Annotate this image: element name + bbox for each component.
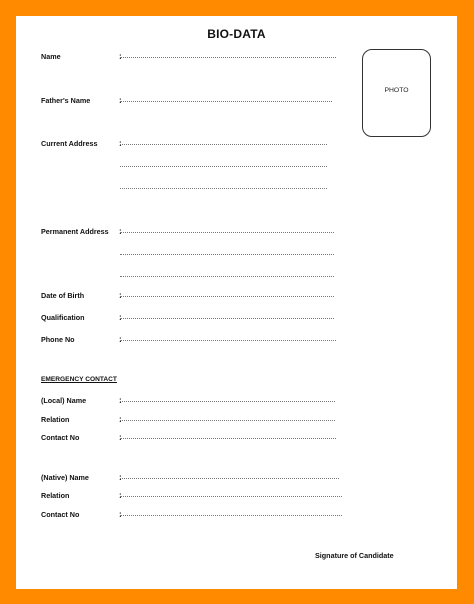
native-contact-label: Contact No bbox=[41, 510, 80, 519]
native-relation-label: Relation bbox=[41, 491, 70, 500]
qualification-label: Qualification bbox=[41, 313, 85, 322]
native-name-colon: : bbox=[119, 473, 122, 482]
local-name-field[interactable] bbox=[120, 401, 335, 402]
native-name-field[interactable] bbox=[120, 478, 339, 479]
local-relation-label: Relation bbox=[41, 415, 70, 424]
fathers-name-colon: : bbox=[119, 96, 122, 105]
name-label: Name bbox=[41, 52, 61, 61]
fathers-name-field[interactable] bbox=[120, 101, 332, 102]
name-colon: : bbox=[119, 52, 122, 61]
permanent-address-line-3[interactable] bbox=[120, 276, 334, 277]
phone-no-field[interactable] bbox=[120, 340, 336, 341]
phone-no-label: Phone No bbox=[41, 335, 75, 344]
signature-label: Signature of Candidate bbox=[315, 551, 394, 560]
current-address-line-1[interactable] bbox=[120, 144, 327, 145]
biodata-sheet bbox=[16, 16, 457, 589]
photo-label: PHOTO bbox=[384, 87, 409, 94]
current-address-line-3[interactable] bbox=[120, 188, 327, 189]
permanent-address-colon: : bbox=[119, 227, 122, 236]
permanent-address-label: Permanent Address bbox=[41, 227, 109, 236]
page-title: BIO-DATA bbox=[207, 27, 266, 41]
permanent-address-line-2[interactable] bbox=[120, 254, 334, 255]
qualification-field[interactable] bbox=[120, 318, 334, 319]
native-relation-field[interactable] bbox=[120, 496, 342, 497]
name-field[interactable] bbox=[120, 57, 336, 58]
date-of-birth-label: Date of Birth bbox=[41, 291, 85, 300]
native-relation-colon: : bbox=[119, 491, 122, 500]
date-of-birth-field[interactable] bbox=[120, 296, 334, 297]
local-name-colon: : bbox=[119, 396, 122, 405]
current-address-line-2[interactable] bbox=[120, 166, 327, 167]
native-name-label: (Native) Name bbox=[41, 473, 89, 482]
native-contact-colon: : bbox=[119, 510, 122, 519]
local-contact-field[interactable] bbox=[120, 438, 336, 439]
local-contact-colon: : bbox=[119, 433, 122, 442]
current-address-colon: : bbox=[119, 139, 122, 148]
photo-box bbox=[362, 49, 431, 137]
phone-no-colon: : bbox=[119, 335, 122, 344]
local-contact-label: Contact No bbox=[41, 433, 80, 442]
fathers-name-label: Father's Name bbox=[41, 96, 91, 105]
local-relation-field[interactable] bbox=[120, 420, 335, 421]
native-contact-field[interactable] bbox=[120, 515, 342, 516]
qualification-colon: : bbox=[119, 313, 122, 322]
permanent-address-line-1[interactable] bbox=[120, 232, 334, 233]
date-of-birth-colon: : bbox=[119, 291, 122, 300]
current-address-label: Current Address bbox=[41, 139, 98, 148]
local-name-label: (Local) Name bbox=[41, 396, 87, 405]
local-relation-colon: : bbox=[119, 415, 122, 424]
emergency-contact-heading: EMERGENCY CONTACT bbox=[41, 376, 117, 383]
